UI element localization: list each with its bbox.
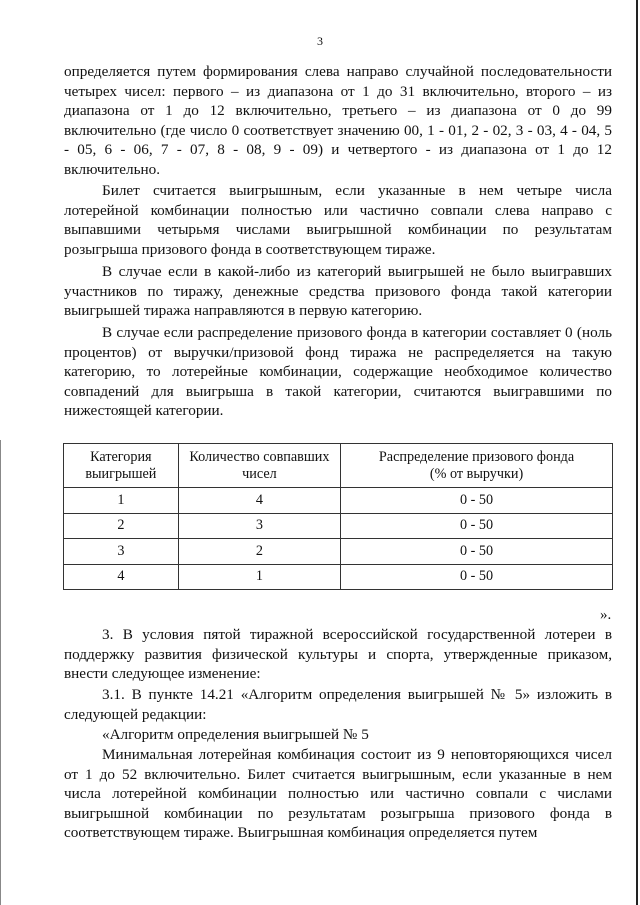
paragraph-algorithm-title: «Алгоритм определения выигрышей № 5 bbox=[102, 726, 369, 743]
table-row bbox=[64, 539, 613, 565]
cell-category: 2 bbox=[64, 513, 179, 539]
paragraph-amendment-3: 3. В условия пятой тиражной всероссийской государственной лотереи в поддержку развития физической культуры и спорта, утвержденные приказом, внести следующее изменение: bbox=[64, 626, 612, 683]
paragraph-zero-distribution: В случае если распределение призового фонда в категории составляет 0 (ноль процентов) от выручки/призовой фонд тиража не распределяется на такую категорию, то лотерейные комбинации, содержащие необходимое количество совпадений для выигрыша в такой категории, считаются выигравшими по нижестоящей категории. bbox=[64, 324, 612, 420]
header-matched-count: Количество совпавших чисел bbox=[178, 444, 340, 488]
cell-distribution: 0 - 50 bbox=[341, 513, 613, 539]
page-number: 3 bbox=[317, 34, 323, 48]
cell-distribution: 0 - 50 bbox=[341, 539, 613, 565]
cell-matched: 2 bbox=[178, 539, 340, 565]
cell-matched: 3 bbox=[178, 513, 340, 539]
cell-distribution: 0 - 50 bbox=[341, 488, 613, 514]
page-right-edge bbox=[636, 0, 638, 905]
paragraph-draw-sequence: определяется путем формирования слева направо случайной последовательности четырех чисел: первого – из диапазона от 1 до 31 включительно, второго – из диапазона от 1 до 12 включительно, третьего – из диапазона от 0 до 99 включительно (где число 0 соответствует значению 00, 1 - 01, 2 - 02, 3 - 03, 4 - 04, 5 - 05, 6 - 06, 7 - 07, 8 - 08, 9 - 09) и четвертого - из диапазона от 1 до 12 включительно. bbox=[64, 63, 612, 178]
paragraph-amendment-3-1: 3.1. В пункте 14.21 «Алгоритм определения выигрышей № 5» изложить в следующей редакции: bbox=[64, 686, 612, 723]
table-row bbox=[64, 564, 613, 590]
cell-matched: 1 bbox=[178, 564, 340, 590]
paragraph-winning-ticket: Билет считается выигрышным, если указанные в нем четыре числа лотерейной комбинации полностью или частично совпали слева направо с выпавшими четырьмя числами выигрышной комбинации по результатам розыгрыша призового фонда в соответствующем тираже. bbox=[64, 182, 612, 258]
paragraph-minimal-combination: Минимальная лотерейная комбинация состоит из 9 неповторяющихся чисел от 1 до 52 включительно. Билет считается выигрышным, если указанные в нем числа лотерейной комбинации полностью или частично совпали с числами выигрышной комбинации по результатам розыгрыша призового фонда в соответствующем тираже. Выигрышная комбинация определяется путем bbox=[64, 746, 612, 842]
header-prize-distribution: Распределение призового фонда (% от выручки) bbox=[341, 444, 613, 488]
cell-distribution: 0 - 50 bbox=[341, 564, 613, 590]
cell-category: 3 bbox=[64, 539, 179, 565]
table-header-row bbox=[64, 444, 613, 488]
table-row bbox=[64, 513, 613, 539]
header-category: Категория выигрышей bbox=[64, 444, 179, 488]
table-row bbox=[64, 488, 613, 514]
prize-distribution-table bbox=[63, 443, 613, 590]
cell-category: 4 bbox=[64, 564, 179, 590]
cell-matched: 4 bbox=[178, 488, 340, 514]
page-left-edge bbox=[0, 440, 1, 905]
cell-category: 1 bbox=[64, 488, 179, 514]
closing-quote: ». bbox=[600, 607, 612, 623]
paragraph-no-winners: В случае если в какой-либо из категорий выигрышей не было выигравших участников по тиражу, денежные средства призового фонда такой категории выигрышей тиража направляются в первую категорию. bbox=[64, 263, 612, 320]
